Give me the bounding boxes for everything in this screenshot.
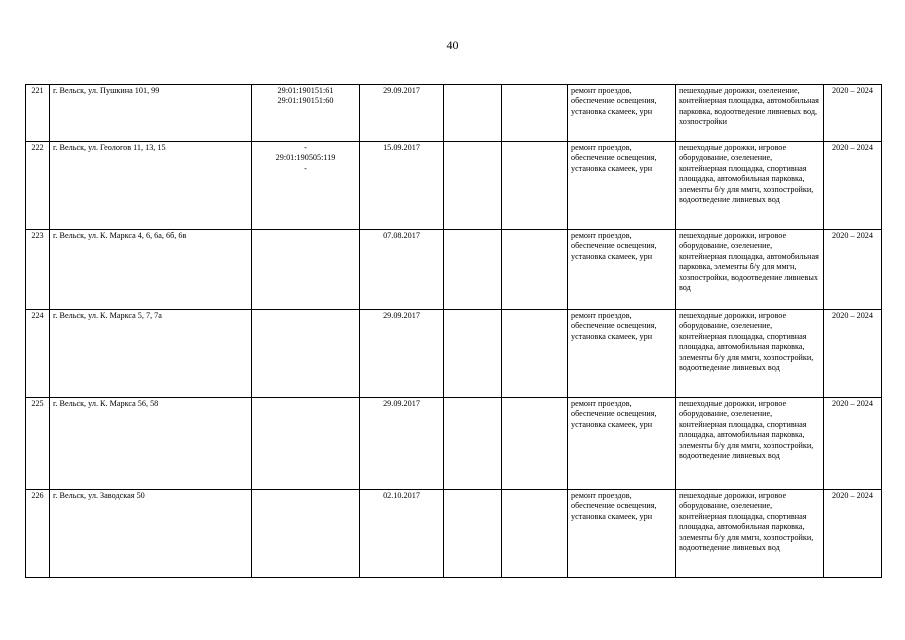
empty-cell <box>502 142 568 230</box>
address-cell: г. Вельск, ул. Заводская 50 <box>50 490 252 578</box>
additional-works-cell: пешеходные дорожки, озеленение, контейнерная площадка, автомобильная парковка, водоотведение ливневых вод, хозпостройки <box>676 85 824 142</box>
empty-cell <box>444 230 502 310</box>
empty-cell <box>444 142 502 230</box>
yards-register-table <box>25 84 882 578</box>
period-cell: 2020 – 2024 <box>824 142 882 230</box>
minimum-works-cell: ремонт проездов, обеспечение освещения, установка скамеек, урн <box>568 490 676 578</box>
table-row <box>26 230 882 310</box>
page-number: 40 <box>446 38 459 52</box>
row-number-cell: 224 <box>26 310 50 398</box>
cadastral-numbers-cell <box>252 230 360 310</box>
cadastral-numbers-cell <box>252 490 360 578</box>
empty-cell <box>502 398 568 490</box>
inventory-date-cell: 07.08.2017 <box>360 230 444 310</box>
inventory-date-cell: 15.09.2017 <box>360 142 444 230</box>
additional-works-cell: пешеходные дорожки, игровое оборудование, озеленение, контейнерная площадка, спортивная площадка, автомобильная парковка, элементы б/у для ммгн, хозпостройки, водоотведение ливневых вод <box>676 490 824 578</box>
table-row <box>26 142 882 230</box>
minimum-works-cell: ремонт проездов, обеспечение освещения, установка скамеек, урн <box>568 142 676 230</box>
period-cell: 2020 – 2024 <box>824 490 882 578</box>
period-cell: 2020 – 2024 <box>824 310 882 398</box>
additional-works-cell: пешеходные дорожки, игровое оборудование, озеленение, контейнерная площадка, автомобильная парковка, элементы б/у для ммгн, хозпостройки, водоотведение ливневых вод <box>676 230 824 310</box>
cadastral-numbers-cell <box>252 85 360 142</box>
address-cell: г. Вельск, ул. К. Маркса 4, 6, 6а, 6б, 6в <box>50 230 252 310</box>
row-number-cell: 222 <box>26 142 50 230</box>
empty-cell <box>502 310 568 398</box>
inventory-date-cell: 29.09.2017 <box>360 85 444 142</box>
minimum-works-cell: ремонт проездов, обеспечение освещения, установка скамеек, урн <box>568 398 676 490</box>
additional-works-cell: пешеходные дорожки, игровое оборудование, озеленение, контейнерная площадка, спортивная площадка, автомобильная парковка, элементы б/у для ммгн, хозпостройки, водоотведение ливневых вод <box>676 310 824 398</box>
cadastral-number: 29:01:190505:119 <box>275 153 336 163</box>
period-cell: 2020 – 2024 <box>824 398 882 490</box>
minimum-works-cell: ремонт проездов, обеспечение освещения, установка скамеек, урн <box>568 310 676 398</box>
empty-cell <box>444 310 502 398</box>
period-cell: 2020 – 2024 <box>824 230 882 310</box>
table-row <box>26 398 882 490</box>
empty-cell <box>444 85 502 142</box>
row-number-cell: 221 <box>26 85 50 142</box>
row-number-cell: 223 <box>26 230 50 310</box>
address-cell: г. Вельск, ул. К. Маркса 5, 7, 7а <box>50 310 252 398</box>
cadastral-numbers-cell <box>252 310 360 398</box>
table-row <box>26 490 882 578</box>
minimum-works-cell: ремонт проездов, обеспечение освещения, установка скамеек, урн <box>568 85 676 142</box>
empty-cell <box>502 230 568 310</box>
empty-cell <box>502 85 568 142</box>
inventory-date-cell: 29.09.2017 <box>360 310 444 398</box>
address-cell: г. Вельск, ул. Пушкина 101, 99 <box>50 85 252 142</box>
cadastral-numbers-cell <box>252 142 360 230</box>
period-cell: 2020 – 2024 <box>824 85 882 142</box>
cadastral-numbers-cell <box>252 398 360 490</box>
minimum-works-cell: ремонт проездов, обеспечение освещения, установка скамеек, урн <box>568 230 676 310</box>
empty-cell <box>502 490 568 578</box>
cadastral-number: - <box>304 163 307 173</box>
table-row <box>26 85 882 142</box>
cadastral-number: - <box>304 143 307 152</box>
address-cell: г. Вельск, ул. Геологов 11, 13, 15 <box>50 142 252 230</box>
cadastral-number: 29:01:190151:60 <box>277 96 334 106</box>
cadastral-number: 29:01:190151:61 <box>277 86 334 95</box>
row-number-cell: 226 <box>26 490 50 578</box>
empty-cell <box>444 490 502 578</box>
additional-works-cell: пешеходные дорожки, игровое оборудование, озеленение, контейнерная площадка, спортивная площадка, автомобильная парковка, элементы б/у для ммгн, хозпостройки, водоотведение ливневых вод <box>676 142 824 230</box>
table-body <box>26 85 882 578</box>
address-cell: г. Вельск, ул. К. Маркса 56, 58 <box>50 398 252 490</box>
additional-works-cell: пешеходные дорожки, игровое оборудование, озеленение, контейнерная площадка, спортивная площадка, автомобильная парковка, элементы б/у для ммгн, хозпостройки, водоотведение ливневых вод <box>676 398 824 490</box>
table-row <box>26 310 882 398</box>
empty-cell <box>444 398 502 490</box>
inventory-date-cell: 29.09.2017 <box>360 398 444 490</box>
inventory-date-cell: 02.10.2017 <box>360 490 444 578</box>
row-number-cell: 225 <box>26 398 50 490</box>
